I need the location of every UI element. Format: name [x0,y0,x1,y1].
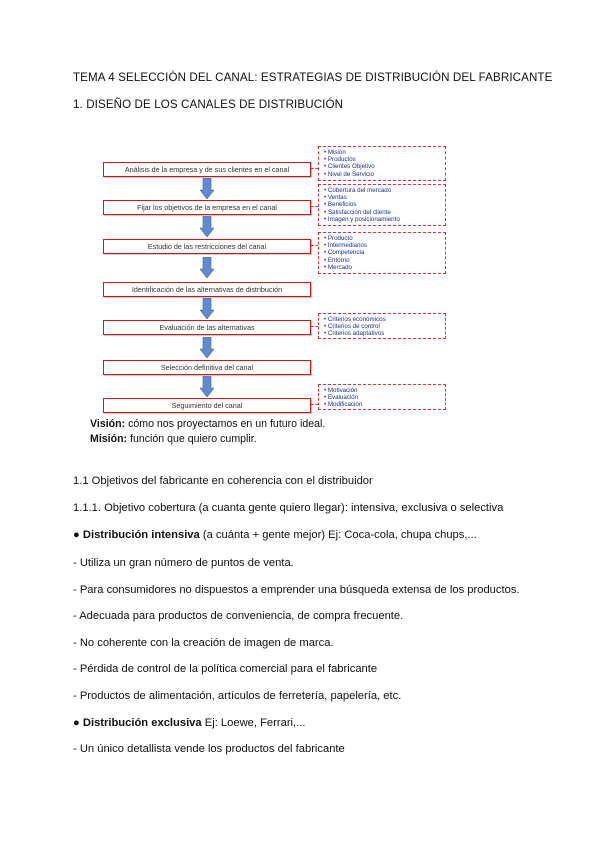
bullet-intensiva: ● Distribución intensiva (a cuánta + gente mejor) Ej: Coca-cola, chupa chups,... [73,529,477,541]
list-item: - No coherente con la creación de imagen de marca. [73,637,334,649]
diagram-note: • Motivación • Evaluación • Modificación [318,384,446,410]
diagram-step: Evaluación de las alternativas [103,320,311,335]
down-arrow-icon [200,337,214,358]
list-item: - Pérdida de control de la política comercial para el fabricante [73,663,378,675]
down-arrow-icon [200,216,214,237]
diagram-note: • Criterios económicos • Criterios de control • Criterios adaptativos [318,313,446,339]
down-arrow-icon [200,376,214,397]
list-item: - Un único detallista vende los productos del fabricante [73,743,345,755]
bullet-exclusiva: ● Distribución exclusiva Ej: Loewe, Ferrari,... [73,717,306,729]
down-arrow-icon [200,298,214,319]
list-item: - Adecuada para productos de conveniencia, de compra frecuente. [73,610,404,622]
list-item: - Para consumidores no dispuestos a emprender una búsqueda extensa de los productos. [73,584,520,596]
connector-line [311,326,318,327]
mision-definition: Misión: función que quiero cumplir. [90,433,257,445]
diagram-note: • Cobertura del mercado • Ventas • Beneficios • Satisfacción del cliente • Imagen y posicionamiento [318,184,446,226]
vision-definition: Visión: cómo nos proyectamos en un futuro ideal. [90,418,326,430]
document-heading: TEMA 4 SELECCIÓN DEL CANAL: ESTRATEGIAS DE DISTRIBUCIÓN DEL FABRICANTE [73,71,553,84]
section-title: 1. DISEÑO DE LOS CANALES DE DISTRIBUCIÓN [73,98,344,111]
list-item: - Productos de alimentación, artículos de ferretería, papelería, etc. [73,690,402,702]
diagram-note: • Misión • Productos • Clientes Objetivo • Nivel de Servicio [318,146,446,181]
diagram-step: Selección definitiva del canal [103,360,311,375]
connector-line [311,404,318,405]
list-item: - Utiliza un gran número de puntos de venta. [73,557,294,569]
diagram-step: Fijar los objetivos de la empresa en el canal [103,200,311,215]
connector-line [311,206,318,207]
diagram-step: Estudio de las restricciones del canal [103,239,311,254]
down-arrow-icon [200,178,214,199]
diagram-note: • Producto • Intermediarios • Competencia • Entorno • Mercado [318,232,446,274]
diagram-step: Identificación de las alternativas de distribución [103,282,311,297]
connector-line [311,245,318,246]
diagram-step: Análisis de la empresa y de sus clientes en el canal [103,162,311,177]
subsubsection-title: 1.1.1. Objetivo cobertura (a cuanta gente quiero llegar): intensiva, exclusiva o selectiva [73,502,504,514]
down-arrow-icon [200,257,214,278]
connector-line [311,168,318,169]
diagram-step: Seguimiento del canal [103,398,311,413]
subsection-title: 1.1 Objetivos del fabricante en coherencia con el distribuidor [73,475,373,487]
